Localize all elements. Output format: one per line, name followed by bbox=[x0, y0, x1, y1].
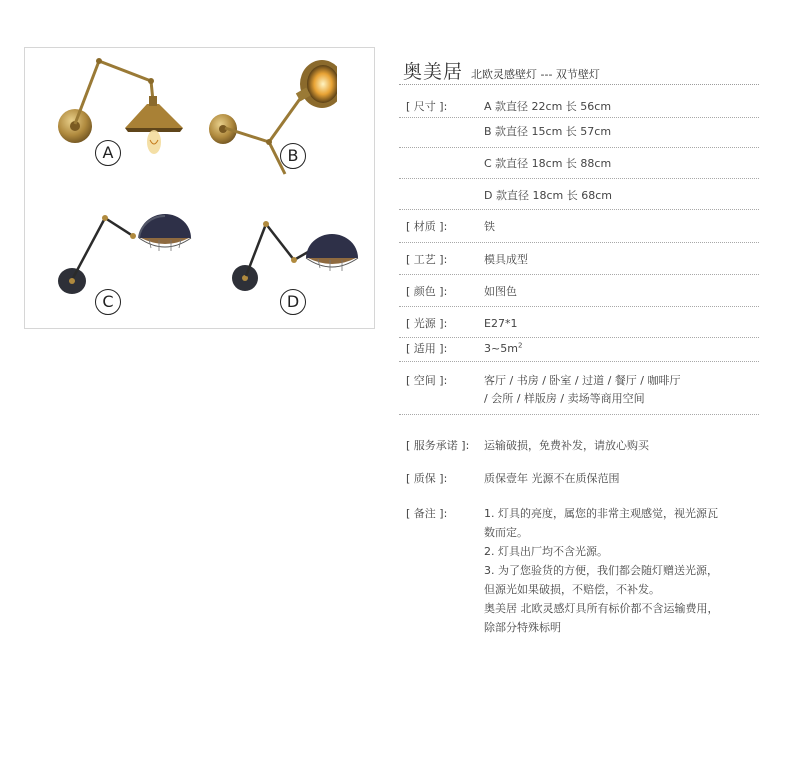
lamp-d-image bbox=[230, 216, 365, 301]
lamp-c-image bbox=[55, 208, 195, 298]
note-line-6: 奥美居 北欧灵感灯具所有标价都不含运输费用， bbox=[484, 602, 719, 615]
spec-value-size-a: A 款直径 22cm 长 56cm bbox=[484, 100, 612, 113]
spec-row-size-d bbox=[399, 179, 759, 210]
note-line-5: 但源光如果破损，不赔偿，不补发。 bbox=[484, 583, 660, 596]
spec-value-notes bbox=[484, 504, 759, 637]
spec-key-service: [ 服务承诺 ]: bbox=[406, 439, 470, 452]
spec-row-service bbox=[399, 415, 759, 470]
note-line-2: 数而定。 bbox=[484, 526, 528, 539]
variant-label-a: A bbox=[95, 140, 121, 166]
lamp-b-image bbox=[207, 56, 337, 186]
spec-value-color: 如图色 bbox=[484, 285, 517, 298]
spec-key-size: [ 尺寸 ]: bbox=[406, 100, 448, 113]
spec-key-color: [ 颜色 ]: bbox=[406, 285, 448, 298]
spec-value-warranty: 质保壹年 光源不在质保范围 bbox=[484, 472, 620, 485]
spec-row-notes bbox=[399, 502, 759, 637]
spec-value-space-line1: 客厅 / 书房 / 卧室 / 过道 / 餐厅 / 咖啡厅 bbox=[484, 374, 681, 387]
spec-key-space: [ 空间 ]: bbox=[406, 374, 448, 387]
spec-value-apply bbox=[484, 340, 759, 358]
spec-value-light: E27*1 bbox=[484, 317, 518, 330]
spec-row-size-c bbox=[399, 148, 759, 179]
spec-table bbox=[399, 47, 759, 637]
spec-key-apply: [ 适用 ]: bbox=[406, 342, 448, 355]
note-line-1: 1. 灯具的亮度，属您的非常主观感觉，视光源瓦 bbox=[484, 507, 718, 520]
spec-row-size-a bbox=[399, 85, 759, 118]
spec-value-apply-text: 3~5m bbox=[484, 342, 518, 355]
lamp-a-image bbox=[55, 56, 190, 161]
spec-value-space bbox=[484, 372, 759, 408]
product-subtitle: 北欧灵感壁灯 --- 双节壁灯 bbox=[471, 68, 600, 81]
spec-header bbox=[399, 47, 759, 85]
spec-key-warranty: [ 质保 ]: bbox=[406, 472, 448, 485]
spec-key-light: [ 光源 ]: bbox=[406, 317, 448, 330]
variant-label-b: B bbox=[280, 143, 306, 169]
product-image-panel bbox=[24, 47, 375, 329]
spec-value-material: 铁 bbox=[484, 220, 495, 233]
spec-row-color bbox=[399, 275, 759, 307]
spec-value-apply-sup: 2 bbox=[517, 341, 523, 350]
variant-label-d: D bbox=[280, 289, 306, 315]
variant-label-c: C bbox=[95, 289, 121, 315]
spec-value-size-c: C 款直径 18cm 长 88cm bbox=[484, 157, 612, 170]
spec-row-craft bbox=[399, 243, 759, 275]
spec-row-size-b bbox=[399, 118, 759, 148]
spec-value-size-b: B 款直径 15cm 长 57cm bbox=[484, 125, 612, 138]
spec-value-craft: 模具成型 bbox=[484, 253, 528, 266]
spec-key-craft: [ 工艺 ]: bbox=[406, 253, 448, 266]
spec-key-notes: [ 备注 ]: bbox=[406, 507, 448, 520]
spec-row-space bbox=[399, 362, 759, 415]
spec-row-apply bbox=[399, 338, 759, 362]
spec-key-material: [ 材质 ]: bbox=[406, 220, 448, 233]
brand-title: 奥美居 bbox=[403, 61, 464, 83]
spec-value-size-d: D 款直径 18cm 长 68cm bbox=[484, 189, 612, 202]
spec-row-light bbox=[399, 307, 759, 338]
spec-value-space-line2: / 会所 / 样版房 / 卖场等商用空间 bbox=[484, 392, 645, 405]
spec-row-warranty bbox=[399, 470, 759, 502]
note-line-3: 2. 灯具出厂均不含光源。 bbox=[484, 545, 608, 558]
note-line-4: 3. 为了您验货的方便，我们都会随灯赠送光源， bbox=[484, 564, 718, 577]
spec-row-material bbox=[399, 210, 759, 243]
note-line-7: 除部分特殊标明 bbox=[484, 621, 561, 634]
spec-value-service: 运输破损，免费补发，请放心购买 bbox=[484, 439, 649, 452]
